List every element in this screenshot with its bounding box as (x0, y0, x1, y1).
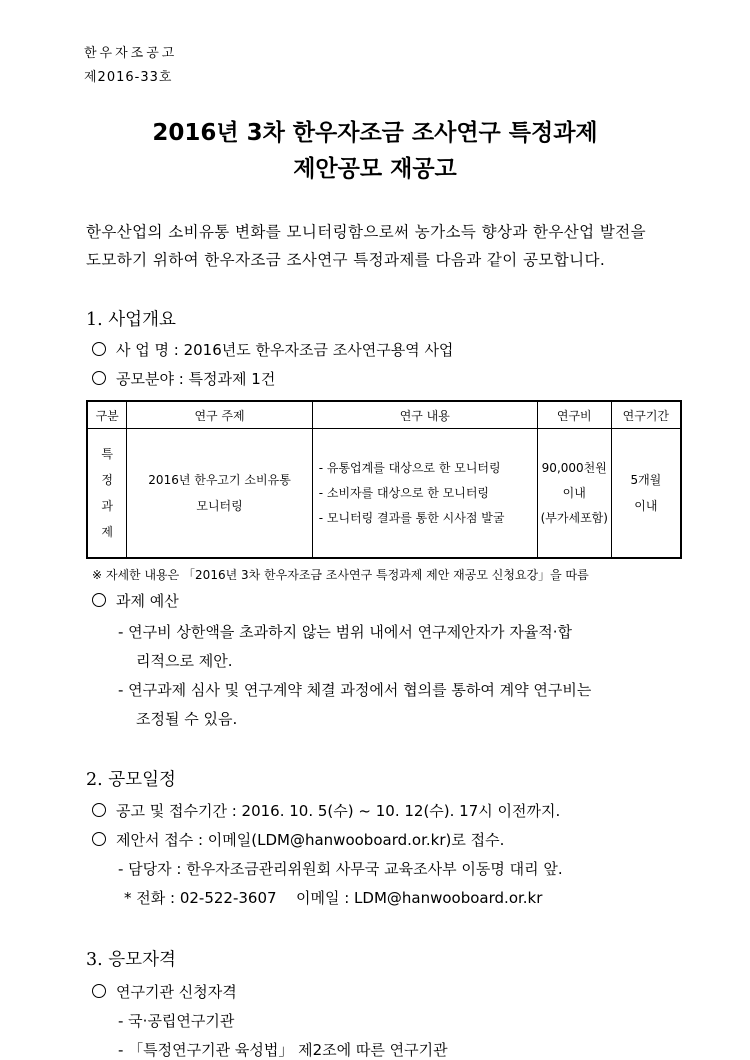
project-name-text: 사 업 명 : 2016년도 한우자조금 조사연구용역 사업 (116, 341, 454, 359)
period-text: 공고 및 접수기간 : 2016. 10. 5(수) ~ 10. 12(수). 17시 이전까지. (116, 802, 561, 820)
section3-bullet-qualification (92, 981, 237, 1002)
section1-heading: 1. 사업개요 (86, 310, 176, 330)
category-char: 제 (101, 525, 113, 539)
issuing-organization: 한우자조공고 (84, 46, 178, 61)
header-contents: 연구 내용 (312, 401, 537, 429)
budget-item2-line1: - 연구과제 심사 및 연구계약 체결 과정에서 협의를 통하여 계약 연구비는 (118, 681, 592, 699)
document-number: 제2016-33호 (84, 70, 173, 85)
circle-bullet-icon (92, 342, 106, 356)
cost-vat-note: (부가세포함) (540, 510, 608, 525)
section2-bullet-period (92, 800, 560, 821)
header-category: 구분 (87, 401, 127, 429)
header-cost: 연구비 (537, 401, 611, 429)
topic-line1: 2016년 한우고기 소비유통 (148, 473, 291, 487)
circle-bullet-icon (92, 832, 106, 846)
page-title-line2: 제안공모 재공고 (293, 156, 457, 182)
content-item: - 모니터링 결과를 통한 시사점 발굴 (318, 510, 505, 525)
circle-bullet-icon (92, 593, 106, 607)
research-task-table (86, 400, 682, 559)
table-header-row (87, 401, 681, 429)
content-item: - 유통업계를 대상으로 한 모니터링 (318, 460, 501, 475)
section1-bullet-budget (92, 590, 179, 611)
page-title-line1: 2016년 3차 한우자조금 조사연구 특정과제 (152, 120, 598, 146)
budget-item2-line2: 조정될 수 있음. (136, 710, 238, 728)
cost-amount: 90,000천원 (541, 460, 607, 475)
contents-cell (312, 429, 537, 559)
contact-person: - 담당자 : 한우자조금관리위원회 사무국 교육조사부 이동명 대리 앞. (118, 860, 563, 878)
section2-bullet-submission (92, 829, 504, 850)
contact-phone: * 전화 : 02-522-3607 (124, 889, 277, 907)
qualification-text: 연구기관 신청자격 (116, 983, 237, 1001)
period-value: 5개월 (630, 473, 662, 487)
cost-cell (537, 429, 611, 559)
intro-line1: 한우산업의 소비유통 변화를 모니터링함으로써 농가소득 향상과 한우산업 발전을 (86, 223, 646, 241)
topic-cell (127, 429, 312, 559)
table-row (87, 429, 681, 559)
qualification-item1: - 국·공립연구기관 (118, 1012, 235, 1030)
budget-title: 과제 예산 (116, 592, 179, 610)
category-char: 특 (101, 447, 113, 461)
section1-bullet-project-name (92, 339, 453, 360)
circle-bullet-icon (92, 803, 106, 817)
header-period: 연구기간 (611, 401, 681, 429)
contact-email: 이메일 : LDM@hanwooboard.or.kr (296, 889, 543, 907)
topic-line2: 모니터링 (196, 499, 243, 513)
budget-item1-line1: - 연구비 상한액을 초과하지 않는 범위 내에서 연구제안자가 자율적·합 (118, 623, 573, 641)
category-cell (87, 429, 127, 559)
intro-line2: 도모하기 위하여 한우자조금 조사연구 특정과제를 다음과 같이 공모합니다. (86, 251, 606, 269)
section3-heading: 3. 응모자격 (86, 950, 176, 970)
header-topic: 연구 주제 (127, 401, 312, 429)
period-limit: 이내 (634, 499, 658, 513)
content-item: - 소비자를 대상으로 한 모니터링 (318, 485, 490, 500)
section2-heading: 2. 공모일정 (86, 770, 176, 790)
table-note: ※ 자세한 내용은 「2016년 3차 한우자조금 조사연구 특정과제 제안 재공모 신청요강」을 따름 (92, 568, 589, 582)
section1-bullet-field (92, 368, 275, 389)
budget-item1-line2: 리적으로 제안. (136, 652, 233, 670)
qualification-item2: - 「특정연구기관 육성법」 제2조에 따른 연구기관 (118, 1041, 448, 1059)
category-char: 과 (101, 499, 113, 513)
circle-bullet-icon (92, 984, 106, 998)
circle-bullet-icon (92, 371, 106, 385)
cost-limit: 이내 (562, 485, 586, 500)
period-cell (611, 429, 681, 559)
category-char: 정 (101, 473, 113, 487)
submission-text: 제안서 접수 : 이메일(LDM@hanwooboard.or.kr)로 접수. (116, 831, 505, 849)
field-text: 공모분야 : 특정과제 1건 (116, 370, 276, 388)
